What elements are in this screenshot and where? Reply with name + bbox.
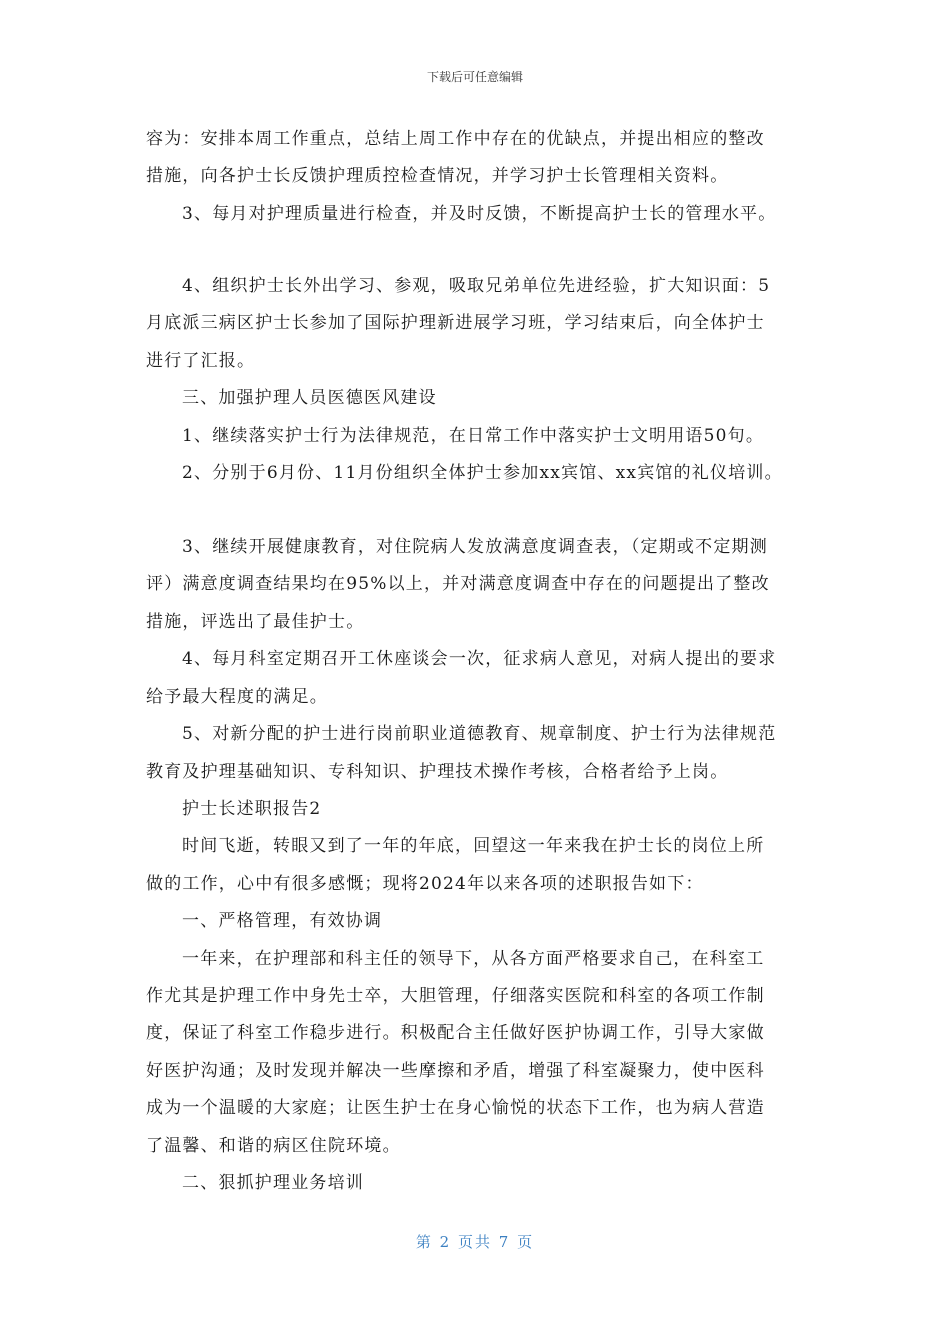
paragraph-line: 4、组织护士长外出学习、参观，吸取兄弟单位先进经验，扩大知识面：5 [182, 276, 771, 296]
paragraph-line: 了温馨、和谐的病区住院环境。 [146, 1136, 401, 1156]
paragraph-line: 一年来，在护理部和科主任的领导下，从各方面严格要求自己，在科室工 [182, 949, 765, 969]
section-heading: 二、狠抓护理业务培训 [182, 1173, 364, 1193]
paragraph-line: 作尤其是护理工作中身先士卒，大胆管理，仔细落实医院和科室的各项工作制 [146, 986, 765, 1006]
paragraph-line: 成为一个温暖的大家庭；让医生护士在身心愉悦的状态下工作，也为病人营造 [146, 1098, 765, 1118]
paragraph-line: 容为：安排本周工作重点，总结上周工作中存在的优缺点，并提出相应的整改 [146, 129, 765, 149]
page-header: 下载后可任意编辑 [426, 70, 523, 84]
section-heading: 三、加强护理人员医德医风建设 [182, 388, 437, 408]
paragraph-line: 3、继续开展健康教育，对住院病人发放满意度调查表，（定期或不定期测 [182, 537, 768, 557]
page-number-footer: 第 2 页共 7 页 [415, 1233, 535, 1251]
paragraph-line: 措施，评选出了最佳护士。 [146, 612, 365, 632]
paragraph-line: 教育及护理基础知识、专科知识、护理技术操作考核，合格者给予上岗。 [146, 762, 729, 782]
paragraph-line: 3、每月对护理质量进行检查，并及时反馈，不断提高护士长的管理水平。 [182, 204, 777, 224]
paragraph-line: 好医护沟通；及时发现并解决一些摩擦和矛盾，增强了科室凝聚力，使中医科 [146, 1061, 765, 1081]
paragraph-line: 度，保证了科室工作稳步进行。积极配合主任做好医护协调工作，引导大家做 [146, 1023, 765, 1043]
paragraph-line: 措施，向各护士长反馈护理质控检查情况，并学习护士长管理相关资料。 [146, 166, 729, 186]
paragraph-line: 1、继续落实护士行为法律规范，在日常工作中落实护士文明用语50句。 [182, 426, 765, 446]
paragraph-line: 时间飞逝，转眼又到了一年的年底，回望这一年来我在护士长的岗位上所 [182, 836, 765, 856]
paragraph-line: 4、每月科室定期召开工休座谈会一次，征求病人意见，对病人提出的要求 [182, 649, 777, 669]
paragraph-line: 评）满意度调查结果均在95%以上，并对满意度调查中存在的问题提出了整改 [146, 574, 770, 594]
paragraph-line: 月底派三病区护士长参加了国际护理新进展学习班，学习结束后，向全体护士 [146, 313, 765, 333]
paragraph-line: 2、分别于6月份、11月份组织全体护士参加xx宾馆、xx宾馆的礼仪培训。 [182, 463, 783, 483]
paragraph-line: 做的工作，心中有很多感慨；现将2024年以来各项的述职报告如下： [146, 874, 704, 894]
paragraph-line: 5、对新分配的护士进行岗前职业道德教育、规章制度、护士行为法律规范 [182, 724, 777, 744]
paragraph-line: 进行了汇报。 [146, 351, 256, 371]
section-heading: 一、严格管理，有效协调 [182, 911, 383, 931]
paragraph-line: 给予最大程度的满足。 [146, 687, 328, 707]
report-title: 护士长述职报告2 [182, 799, 322, 819]
